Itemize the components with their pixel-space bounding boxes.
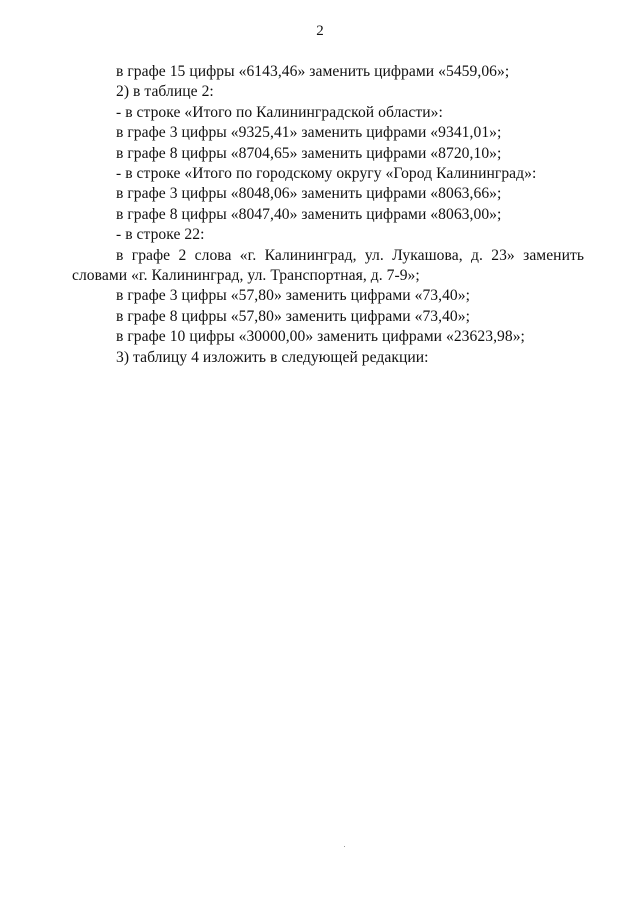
text-line: - в строке 22:	[116, 226, 205, 244]
text-line: в графе 3 цифры «9325,41» заменить цифрами «9341,01»;	[116, 124, 502, 142]
text-line: в графе 8 цифры «57,80» заменить цифрами «73,40»;	[116, 307, 471, 325]
text-line: в графе 3 цифры «57,80» заменить цифрами «73,40»;	[116, 287, 471, 305]
scan-artifact	[344, 846, 345, 847]
text-line: в графе 10 цифры «30000,00» заменить цифрами «23623,98»;	[116, 328, 525, 346]
text-line: 3) таблицу 4 изложить в следующей редакции:	[116, 348, 429, 366]
text-line: в графе 15 цифры «6143,46» заменить цифрами «5459,06»;	[116, 63, 510, 80]
text-line: словами «г. Калининград, ул. Транспортная, д. 7-9»;	[72, 267, 420, 285]
text-line: 2) в таблице 2:	[116, 83, 214, 101]
document-body	[72, 62, 584, 368]
text-line: в графе 8 цифры «8047,40» заменить цифрами «8063,00»;	[116, 205, 502, 223]
text-line: в графе 2 слова «г. Калининград, ул. Лукашова, д. 23» заменить	[116, 246, 584, 264]
page-number: 2	[316, 23, 324, 39]
text-line: в графе 3 цифры «8048,06» заменить цифрами «8063,66»;	[116, 185, 502, 203]
text-line: - в строке «Итого по Калининградской области»:	[116, 103, 443, 121]
text-line: - в строке «Итого по городскому округу «Город Калининград»:	[116, 165, 537, 183]
text-line: в графе 8 цифры «8704,65» заменить цифрами «8720,10»;	[116, 144, 502, 162]
